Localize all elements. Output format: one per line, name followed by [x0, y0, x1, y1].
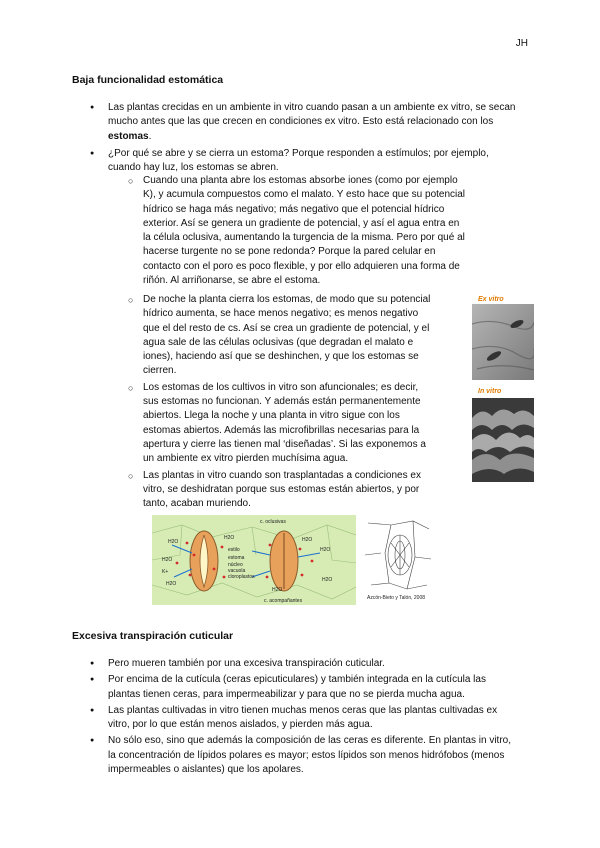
h2o-label: H2O [162, 557, 173, 563]
stomata-diagram [152, 515, 356, 605]
header-initials: JH [515, 38, 528, 49]
sub-item: ○ Cuando una planta abre los estomas absorbe iones (como por ejemplo K), y acumula compuestos como el malato. Y esto hace que su potencial hídrico se haga más negativo; más negativo que el potencial hídrico exterior. Así se genera un gradiente de potencial, y así el agua entra en la célula oclusiva, aumentando la turgencia de la misma. Pero por qué al hacerse turgente no se pone redonda? Porque la pared celular en contacto con el poro es poco flexible, y por ello adquieren una forma de riñón. Al arriñonarse, se abre el estoma. [128, 174, 468, 288]
section2-bullets [88, 657, 518, 777]
figure-credit: Azcón-Bieto y Talón, 2008 [367, 595, 426, 601]
list-item: ● Pero mueren también por una excesiva transpiración cuticular. [88, 657, 518, 671]
h2o-label: H2O [320, 547, 331, 553]
sub-item: ○ Los estomas de los cultivos in vitro son afuncionales; es decir, sus estomas no funcionan. Y además están permanentemente abiertos. Llega la noche y una planta in vitro sigue con los estomas abiertos. Además las microfibrillas necesarias para la apertura y cierre las tienen mal ‘diseñadas’. Si las exponemos a un ambiente ex vitro pierden muchísima agua. [128, 381, 432, 467]
list-item [88, 147, 518, 176]
vacuola-label: vacuola [228, 568, 246, 574]
h2o-label: H2O [168, 539, 179, 545]
sub-item: ○ Las plantas in vitro cuando son trasplantadas a condiciones ex vitro, se deshidratan porque sus estomas están abiertos, y por tanto, acaban muriendo. [128, 469, 432, 512]
open-stoma [190, 531, 218, 591]
stoma-line-drawing [363, 515, 433, 601]
bullet-text: ¿Por qué se abre y se cierra un estoma? Porque responden a estímulos; por ejemplo, cuando hay luz, los estomas se abren. [108, 147, 489, 174]
list-item: ● Por encima de la cutícula (ceras epicuticulares) y también integrada en la cutícula las plantas tienen ceras, para impermeabilizar y para que no se pierda mucha agua. [88, 673, 518, 702]
bullet-text: Las plantas crecidas en un ambiente in vitro cuando pasan a un ambiente ex vitro, se secan mucho antes que las que crecen en condiciones ex vitro. Esto está relacionado con los [108, 102, 516, 128]
sub-item: ○ De noche la planta cierra los estomas, de modo que su potencial hídrico aumenta, se hace menos negativo; es menos negativo que el del resto de cs. Así se crea un gradiente de potencial, y el agua sale de las células oclusivas (que degradan el malato e iones), haciendo así que se deshinchen, y que los estomas se cierren. [128, 293, 432, 379]
nucleo-label: núcleo [228, 562, 243, 568]
h2o-label: H2O [322, 577, 333, 583]
acompanantes-label: c. acompañantes [264, 598, 303, 604]
list-item [88, 101, 518, 144]
in-vitro-photo [472, 398, 534, 482]
list-item: ● No sólo eso, sino que además la composición de las ceras es diferente. En plantas in vitro, la concentración de lípidos polares es mayor; estos lípidos son menos hidrófobos (menos impermeables o aislantes) que los apolares. [88, 734, 518, 777]
h2o-label: H2O [224, 535, 235, 541]
oclusivas-label: c. oclusivas [260, 519, 286, 525]
h2o-label: H2O [302, 537, 313, 543]
in-vitro-caption: In vitro [478, 388, 502, 395]
section1-subbullets-b [128, 293, 432, 511]
closed-stoma [270, 531, 298, 591]
section1-bullets [88, 101, 518, 175]
section-title-stomata: Baja funcionalidad estomática [72, 74, 224, 86]
estoma-label: estoma [228, 555, 245, 561]
h2o-label: H2O [272, 587, 283, 593]
ex-vitro-caption: Ex vitro [478, 296, 504, 303]
section-title-cuticular: Excesiva transpiración cuticular [72, 630, 234, 642]
list-item: ● Las plantas cultivadas in vitro tienen muchas menos ceras que las plantas cultivadas ex vitro, por lo que están menos aislados, y pierden más agua. [88, 704, 518, 733]
k-label: K+ [162, 569, 169, 575]
bold-term: estomas [108, 130, 149, 142]
section1-subbullets-a [128, 174, 468, 288]
estilo-label: estilo [228, 547, 240, 553]
cloroplastos-label: cloroplastos [228, 574, 255, 580]
h2o-label: H2O [166, 581, 177, 587]
bullet-end: . [148, 130, 152, 142]
ex-vitro-photo [472, 304, 534, 380]
